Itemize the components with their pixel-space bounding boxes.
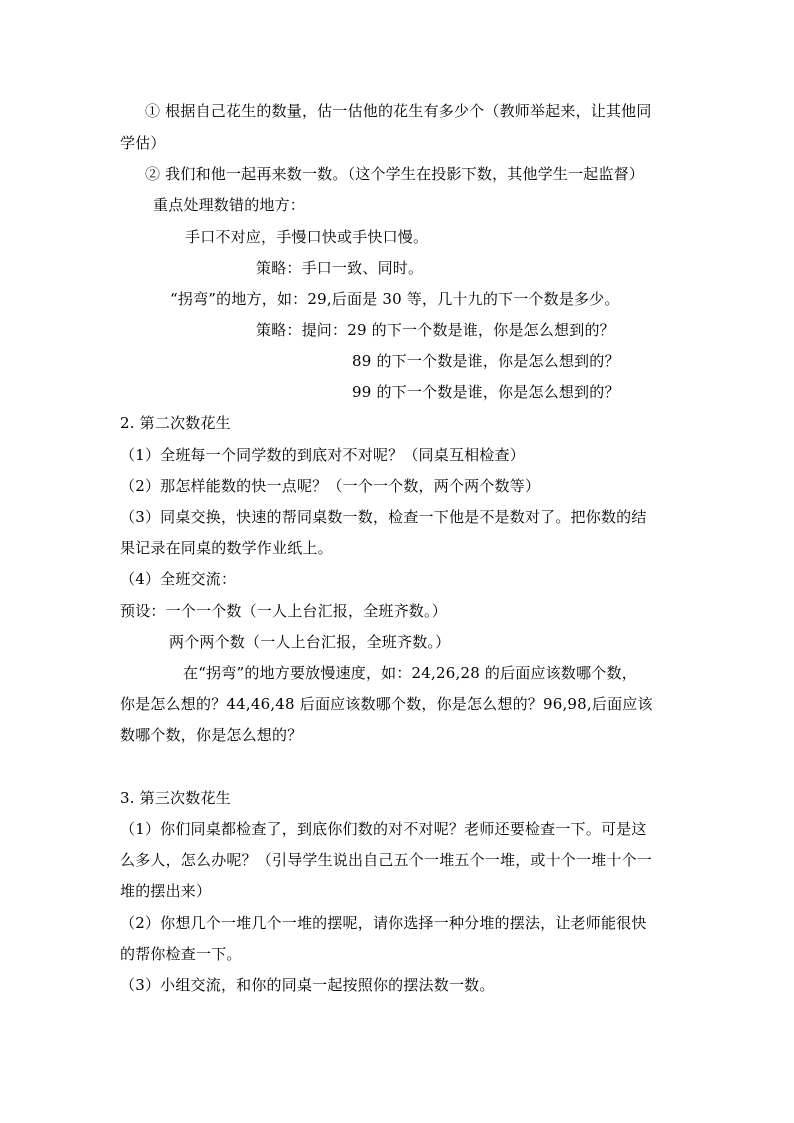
text-line: 堆的摆出来） <box>120 882 212 900</box>
text-line: （1）你们同桌都检查了，到底你们数的对不对呢？老师还要检查一下。可是这 <box>120 820 647 838</box>
text-line: （3）同桌交换，快速的帮同桌数一数，检查一下他是不是数对了。把你数的结 <box>120 508 647 526</box>
text-line: 手口不对应，手慢口快或手快口慢。 <box>185 228 429 246</box>
text-line: （1）全班每一个同学数的到底对不对呢？（同桌互相检查） <box>120 446 525 464</box>
text-line: 预设：一个一个数（一人上台汇报，全班齐数。） <box>120 602 447 620</box>
text-line: ① 根据自己花生的数量，估一估他的花生有多少个（教师举起来，让其他同 <box>145 102 652 120</box>
text-line: 99 的下一个数是谁，你是怎么想到的？ <box>352 383 620 401</box>
text-line: （2）你想几个一堆几个一堆的摆呢，请你选择一种分堆的摆法，让老师能很快 <box>120 914 647 932</box>
text-line: （3）小组交流，和你的同桌一起按照你的摆法数一数。 <box>120 976 495 994</box>
text-line: “拐弯”的地方，如：29,后面是 30 等，几十九的下一个数是多少。 <box>170 290 620 308</box>
text-line: 89 的下一个数是谁，你是怎么想到的？ <box>352 352 620 370</box>
text-line: 重点处理数错的地方： <box>153 196 306 214</box>
text-line: ② 我们和他一起再来数一数。（这个学生在投影下数，其他学生一起监督） <box>145 165 645 183</box>
text-line: 你是怎么想的？44,46,48 后面应该数哪个数，你是怎么想的？96,98,后面应该 <box>120 695 653 713</box>
text-line: 果记录在同桌的数学作业纸上。 <box>120 539 333 557</box>
section-heading: 2. 第二次数花生 <box>120 414 231 432</box>
text-line: 的帮你检查一下。 <box>120 945 242 963</box>
text-line: 学估） <box>120 134 166 152</box>
text-line: （4）全班交流： <box>120 570 237 588</box>
text-line: 数哪个数，你是怎么想的？ <box>120 726 303 744</box>
section-heading: 3. 第三次数花生 <box>120 789 231 807</box>
text-line: （2）那怎样能数的快一点呢？（一个一个数，两个两个数等） <box>120 477 541 495</box>
text-line: 策略：提问：29 的下一个数是谁，你是怎么想到的？ <box>256 321 615 339</box>
text-line: 两个两个数（一人上台汇报，全班齐数。） <box>169 633 451 651</box>
text-line: 策略：手口一致、同时。 <box>256 259 424 277</box>
text-line: 么多人，怎么办呢？（引导学生说出自己五个一堆五个一堆，或十个一堆十个一 <box>120 851 653 869</box>
text-line: 在“拐弯”的地方要放慢速度，如：24,26,28 的后面应该数哪个数， <box>183 664 637 682</box>
